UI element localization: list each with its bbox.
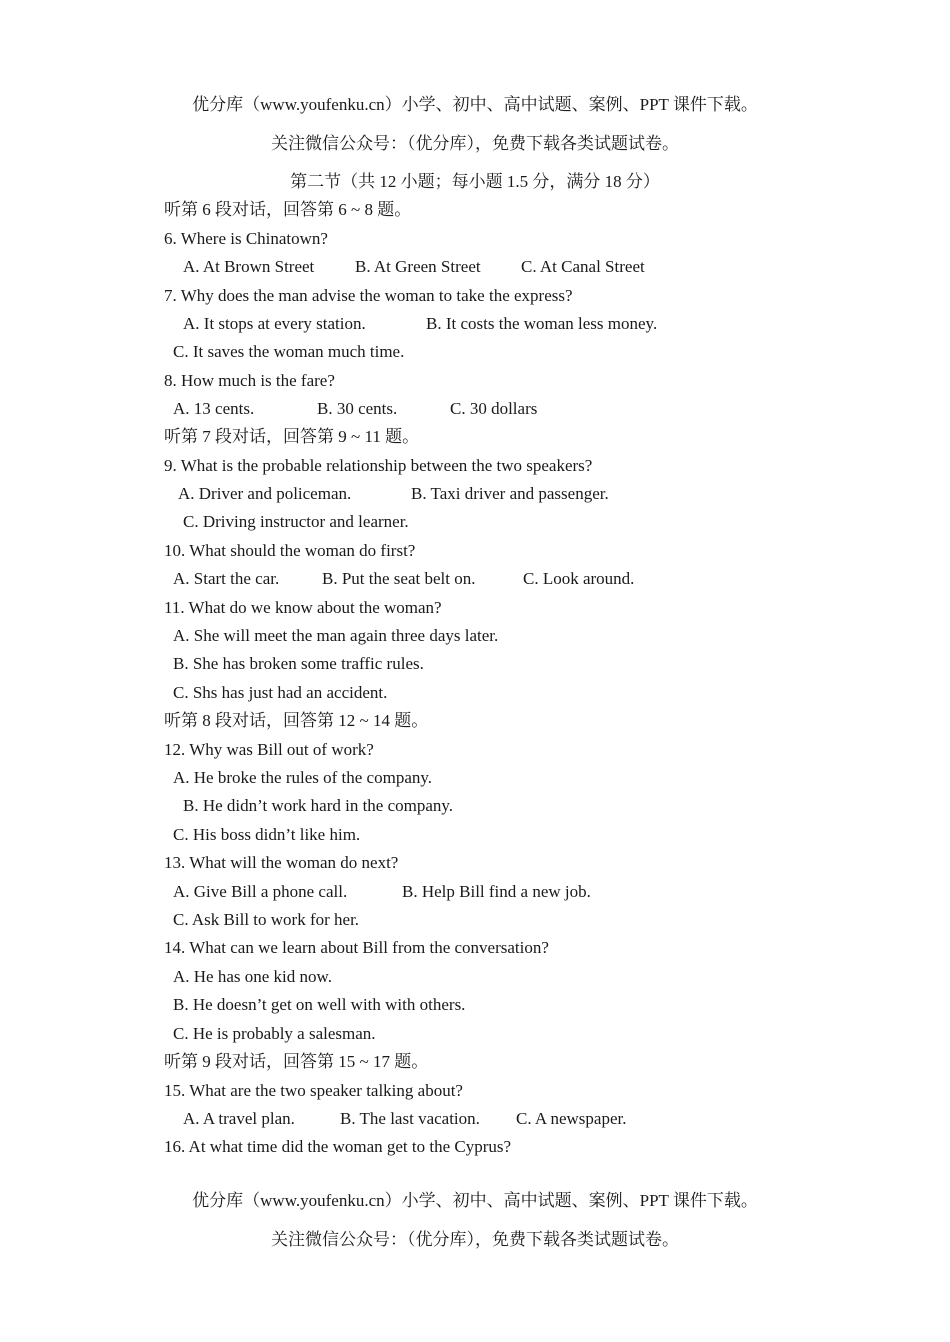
question-6-option-c: C. At Canal Street [521, 257, 645, 276]
group-instruction-9: 听第 9 段对话，回答第 15 ~ 17 题。 [164, 1052, 429, 1071]
question-14-stem: 14. What can we learn about Bill from the conversation? [164, 938, 549, 957]
section-title: 第二节（共 12 小题；每小题 1.5 分，满分 18 分） [290, 172, 660, 191]
question-6-stem: 6. Where is Chinatown? [164, 229, 328, 248]
question-8-option-a: A. 13 cents. [173, 399, 255, 418]
question-8-option-b: B. 30 cents. [317, 399, 398, 418]
question-11-option-c: C. Shs has just had an accident. [173, 683, 388, 702]
question-9-stem: 9. What is the probable relationship between the two speakers? [164, 456, 593, 475]
question-11-option-b: B. She has broken some traffic rules. [173, 654, 424, 673]
question-11-option-a: A. She will meet the man again three days later. [173, 626, 499, 645]
question-14-option-b: B. He doesn’t get on well with with others. [173, 995, 466, 1014]
question-16-stem: 16. At what time did the woman get to the Cyprus? [164, 1137, 512, 1156]
question-11-stem: 11. What do we know about the woman? [164, 598, 442, 617]
question-10-option-b: B. Put the seat belt on. [322, 569, 476, 588]
header-wechat-line: 关注微信公众号：（优分库），免费下载各类试题试卷。 [271, 134, 679, 153]
question-7-option-c: C. It saves the woman much time. [173, 342, 405, 361]
question-6-option-b: B. At Green Street [355, 257, 481, 276]
question-9-option-b: B. Taxi driver and passenger. [411, 484, 609, 503]
question-12-option-b: B. He didn’t work hard in the company. [183, 796, 454, 815]
group-instruction-7: 听第 7 段对话，回答第 9 ~ 11 题。 [164, 427, 420, 446]
group-instruction-8: 听第 8 段对话，回答第 12 ~ 14 题。 [164, 711, 429, 730]
group-instruction-6: 听第 6 段对话，回答第 6 ~ 8 题。 [164, 200, 412, 219]
question-12-option-a: A. He broke the rules of the company. [173, 768, 433, 787]
question-8-stem: 8. How much is the fare? [164, 371, 335, 390]
question-13-stem: 13. What will the woman do next? [164, 853, 399, 872]
question-15-option-b: B. The last vacation. [340, 1109, 480, 1128]
question-7-stem: 7. Why does the man advise the woman to take the express? [164, 286, 573, 305]
question-10-option-c: C. Look around. [523, 569, 635, 588]
question-14-option-a: A. He has one kid now. [173, 967, 332, 986]
question-9-option-c: C. Driving instructor and learner. [183, 512, 409, 531]
question-15-option-a: A. A travel plan. [183, 1109, 295, 1128]
question-12-option-c: C. His boss didn’t like him. [173, 825, 361, 844]
question-10-stem: 10. What should the woman do first? [164, 541, 416, 560]
question-13-option-a: A. Give Bill a phone call. [173, 882, 348, 901]
question-7-option-b: B. It costs the woman less money. [426, 314, 658, 333]
question-13-option-b: B. Help Bill find a new job. [402, 882, 591, 901]
footer-wechat-line: 关注微信公众号：（优分库），免费下载各类试题试卷。 [271, 1230, 679, 1249]
question-14-option-c: C. He is probably a salesman. [173, 1024, 376, 1043]
header-promo-line: 优分库（www.youfenku.cn）小学、初中、高中试题、案例、PPT 课件下载。 [192, 95, 758, 114]
question-15-option-c: C. A newspaper. [516, 1109, 627, 1128]
question-12-stem: 12. Why was Bill out of work? [164, 740, 374, 759]
footer-promo-line: 优分库（www.youfenku.cn）小学、初中、高中试题、案例、PPT 课件下载。 [192, 1191, 758, 1210]
question-6-option-a: A. At Brown Street [183, 257, 315, 276]
question-9-option-a: A. Driver and policeman. [178, 484, 352, 503]
question-15-stem: 15. What are the two speaker talking about? [164, 1081, 463, 1100]
question-7-option-a: A. It stops at every station. [183, 314, 366, 333]
question-13-option-c: C. Ask Bill to work for her. [173, 910, 360, 929]
question-8-option-c: C. 30 dollars [450, 399, 538, 418]
question-10-option-a: A. Start the car. [173, 569, 280, 588]
